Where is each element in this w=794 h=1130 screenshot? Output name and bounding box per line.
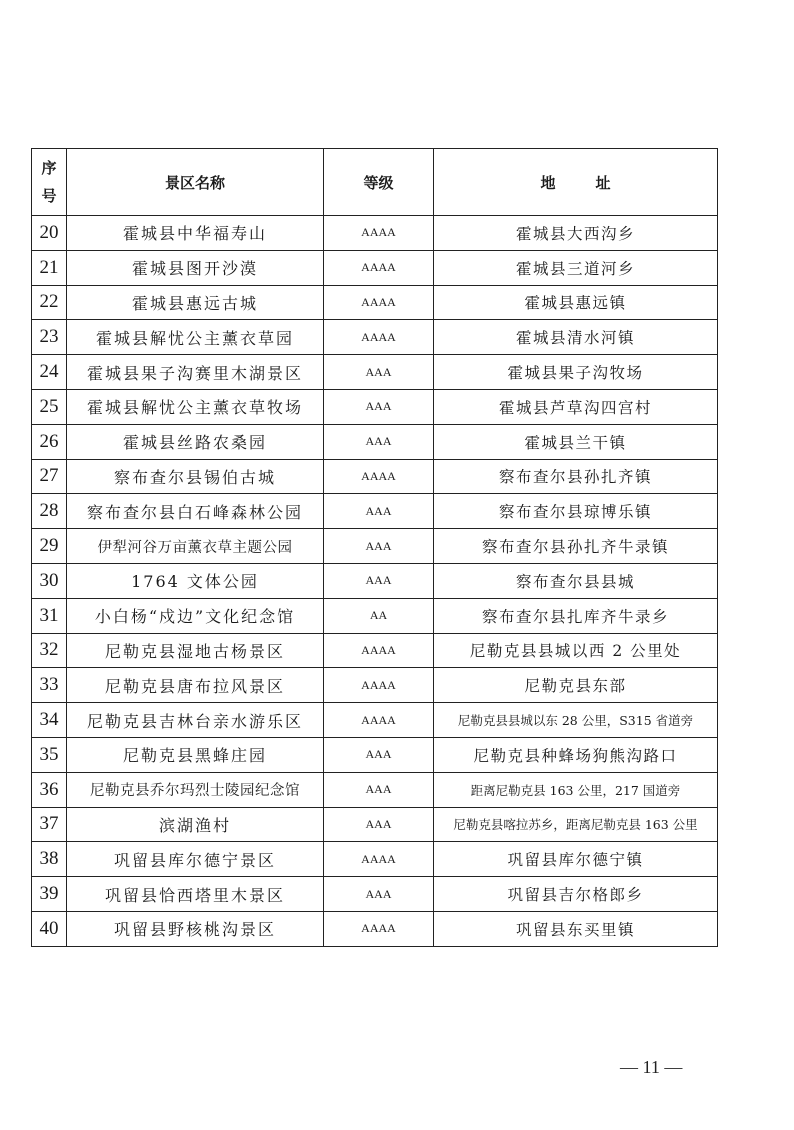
scenic-address: 霍城县惠远镇 [434,285,718,320]
scenic-grade: AAA [324,737,434,772]
scenic-grade: AAA [324,807,434,842]
row-number: 27 [32,459,67,494]
table-row [32,842,718,877]
table-row [32,807,718,842]
table-row [32,598,718,633]
row-number: 35 [32,737,67,772]
row-number: 33 [32,668,67,703]
scenic-grade: AAA [324,494,434,529]
scenic-grade: AAA [324,355,434,390]
scenic-grade: AAA [324,877,434,912]
header-address-part2: 址 [595,173,611,192]
row-number: 30 [32,563,67,598]
scenic-grade: AAAA [324,703,434,738]
table-row [32,320,718,355]
scenic-name: 霍城县果子沟赛里木湖景区 [67,355,324,390]
scenic-name: 小白杨“戍边”文化纪念馆 [67,598,324,633]
scenic-address: 巩留县吉尔格郎乡 [434,877,718,912]
table-row [32,633,718,668]
scenic-grade: AAA [324,563,434,598]
scenic-name: 巩留县恰西塔里木景区 [67,877,324,912]
row-number: 28 [32,494,67,529]
row-number: 21 [32,250,67,285]
header-number [32,149,67,216]
scenic-name: 1764 文体公园 [67,563,324,598]
header-row [32,149,718,216]
scenic-grade: AAAA [324,459,434,494]
scenic-name: 巩留县野核桃沟景区 [67,911,324,946]
scenic-spots-table [31,148,718,947]
header-name: 景区名称 [67,149,324,216]
row-number: 25 [32,389,67,424]
scenic-name: 霍城县解忧公主薰衣草牧场 [67,389,324,424]
scenic-name: 霍城县惠远古城 [67,285,324,320]
row-number: 24 [32,355,67,390]
scenic-address: 尼勒克县县城以西 2 公里处 [434,633,718,668]
header-number-line2: 号 [41,187,57,205]
row-number: 22 [32,285,67,320]
scenic-name: 霍城县解忧公主薰衣草园 [67,320,324,355]
table-row [32,772,718,807]
row-number: 37 [32,807,67,842]
scenic-address: 尼勒克县种蜂场狗熊沟路口 [434,737,718,772]
table-row [32,911,718,946]
scenic-address: 霍城县兰干镇 [434,424,718,459]
scenic-address: 霍城县三道河乡 [434,250,718,285]
scenic-name: 霍城县图开沙漠 [67,250,324,285]
row-number: 20 [32,216,67,251]
page-number: — 11 — [620,1057,683,1077]
scenic-name: 察布查尔县白石峰森林公园 [67,494,324,529]
scenic-grade: AAAA [324,250,434,285]
scenic-grade: AAA [324,389,434,424]
table-row [32,529,718,564]
table-row [32,216,718,251]
scenic-address: 尼勒克县东部 [434,668,718,703]
scenic-grade: AAAA [324,320,434,355]
scenic-address: 霍城县果子沟牧场 [434,355,718,390]
table-row [32,877,718,912]
scenic-address: 察布查尔县孙扎齐镇 [434,459,718,494]
header-number-line1: 序 [41,159,57,177]
row-number: 29 [32,529,67,564]
scenic-address: 霍城县大西沟乡 [434,216,718,251]
table-row [32,563,718,598]
scenic-address: 察布查尔县扎库齐牛录乡 [434,598,718,633]
scenic-grade: AAA [324,772,434,807]
scenic-grade: AAAA [324,911,434,946]
row-number: 26 [32,424,67,459]
row-number: 32 [32,633,67,668]
scenic-address: 巩留县东买里镇 [434,911,718,946]
scenic-name: 霍城县中华福寿山 [67,216,324,251]
scenic-address: 距离尼勒克县 163 公里，217 国道旁 [434,772,718,807]
scenic-address: 察布查尔县县城 [434,563,718,598]
scenic-address: 尼勒克县喀拉苏乡，距离尼勒克县 163 公里 [434,807,718,842]
row-number: 40 [32,911,67,946]
scenic-grade: AAAA [324,668,434,703]
table-row [32,459,718,494]
scenic-name: 巩留县库尔德宁景区 [67,842,324,877]
table-row [32,494,718,529]
table-row [32,668,718,703]
table-row [32,285,718,320]
table-row [32,355,718,390]
scenic-address: 察布查尔县孙扎齐牛录镇 [434,529,718,564]
scenic-grade: AAAA [324,842,434,877]
scenic-name: 尼勒克县湿地古杨景区 [67,633,324,668]
row-number: 23 [32,320,67,355]
scenic-grade: AAAA [324,633,434,668]
row-number: 39 [32,877,67,912]
header-address [434,149,718,216]
scenic-name: 尼勒克县黑蜂庄园 [67,737,324,772]
scenic-address: 霍城县清水河镇 [434,320,718,355]
table-row [32,389,718,424]
scenic-grade: AAA [324,529,434,564]
row-number: 38 [32,842,67,877]
table-header [32,149,718,216]
scenic-address: 霍城县芦草沟四宫村 [434,389,718,424]
table-row [32,250,718,285]
scenic-address: 巩留县库尔德宁镇 [434,842,718,877]
row-number: 34 [32,703,67,738]
scenic-address: 察布查尔县琼博乐镇 [434,494,718,529]
scenic-name: 察布查尔县锡伯古城 [67,459,324,494]
scenic-grade: AAAA [324,285,434,320]
scenic-name: 尼勒克县吉林台亲水游乐区 [67,703,324,738]
scenic-grade: AAA [324,424,434,459]
scenic-name: 滨湖渔村 [67,807,324,842]
scenic-grade: AA [324,598,434,633]
scenic-name: 尼勒克县乔尔玛烈士陵园纪念馆 [67,772,324,807]
scenic-grade: AAAA [324,216,434,251]
table-row [32,424,718,459]
table-row [32,703,718,738]
table-row [32,737,718,772]
row-number: 31 [32,598,67,633]
header-grade: 等级 [324,149,434,216]
row-number: 36 [32,772,67,807]
header-address-part1: 地 [540,173,556,192]
scenic-name: 尼勒克县唐布拉风景区 [67,668,324,703]
scenic-name: 霍城县丝路农桑园 [67,424,324,459]
scenic-address: 尼勒克县县城以东 28 公里，S315 省道旁 [434,703,718,738]
scenic-name: 伊犁河谷万亩薰衣草主题公园 [67,529,324,564]
table-body [32,216,718,947]
